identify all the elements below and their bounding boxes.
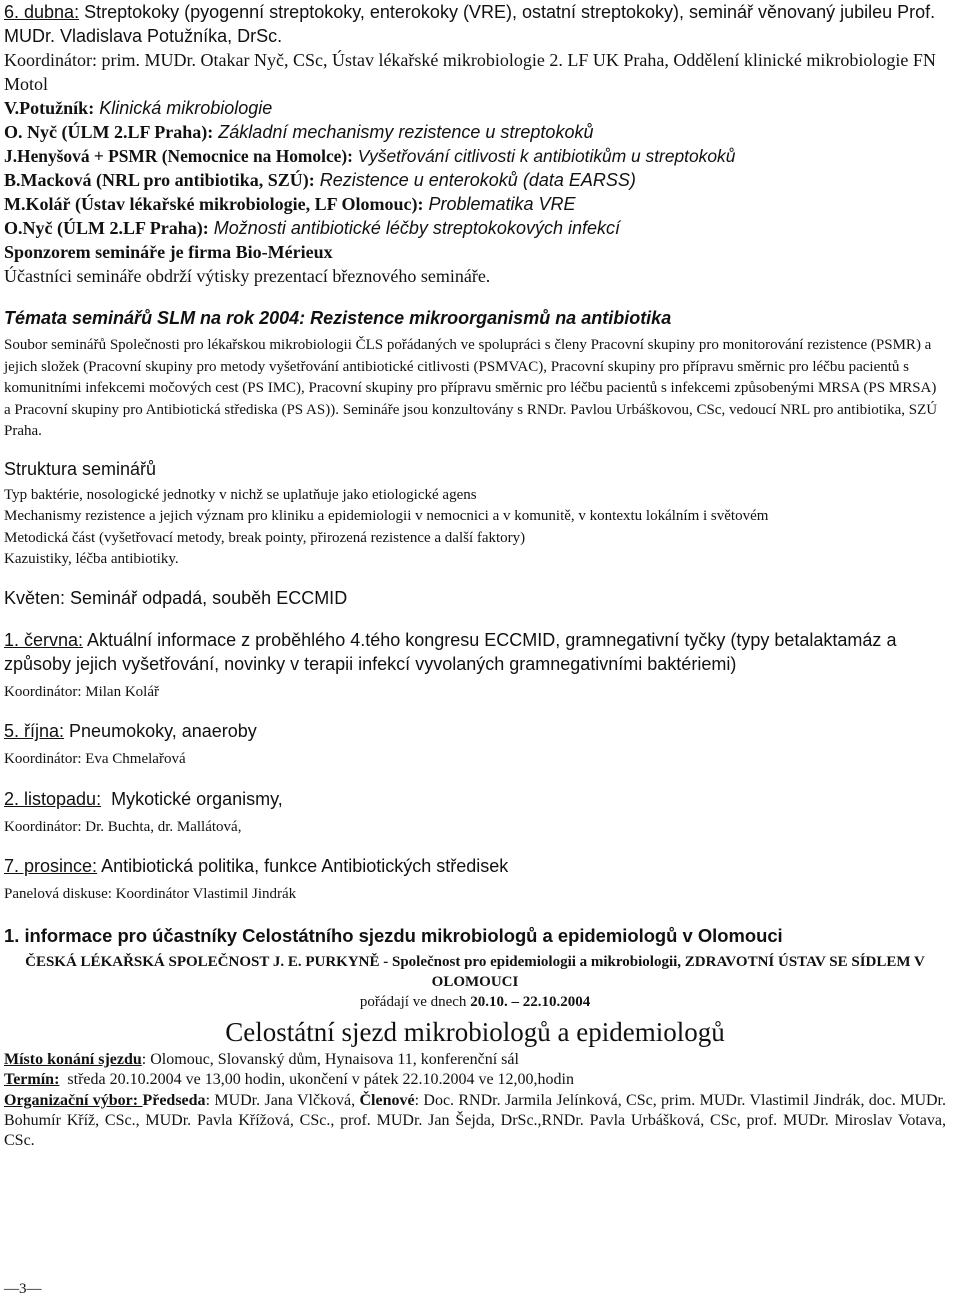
december-coordinator: Panelová diskuse: Koordinátor Vlastimil Jindrák — [4, 886, 297, 903]
congress-venue: Místo konání sjezdu: Olomouc, Slovanský dům, Hynaisova 11, konferenční sál — [4, 1050, 519, 1068]
congress-section — [4, 924, 946, 1151]
structure-line: Metodická část (vyšetřovací metody, break pointy, přirozená rezistence a další faktory) — [4, 529, 526, 546]
april-date: 6. dubna: — [4, 2, 80, 22]
congress-organizers: ČESKÁ LÉKAŘSKÁ SPOLEČNOST J. E. PURKYNĚ - Společnost pro epidemiologii a mikrobiologii, ZDRAVOTNÍ ÚSTAV SE SÍDLEM V OLOMOUCI — [25, 953, 925, 990]
talk-item: O. Nyč (ÚLM 2.LF Praha): Základní mechanismy rezistence u streptokoků — [4, 122, 594, 142]
november-title: 2. listopadu: Mykotické organismy, — [4, 788, 283, 809]
talk-item: O.Nyč (ÚLM 2.LF Praha): Možnosti antibiotické léčby streptokokových infekcí — [4, 218, 620, 238]
structure-line: Mechanismy rezistence a jejich význam pro kliniku a epidemiologii v nemocnici a v komunitě, v kontextu lokálním i světovém — [4, 508, 769, 525]
april-coordinator: Koordinátor: prim. MUDr. Otakar Nyč, CSc, Ústav lékařské mikrobiologie 2. LF UK Praha, Oddělení klinické mikrobiologie FN Motol — [4, 50, 936, 94]
june-coordinator: Koordinátor: Milan Kolář — [4, 683, 159, 700]
structure-line: Typ baktérie, nosologické jednotky v nichž se uplatňuje jako etiologické agens — [4, 486, 477, 503]
december-seminar — [4, 854, 946, 906]
october-seminar — [4, 719, 946, 771]
page-number: —3— — [4, 1281, 42, 1297]
structure-section — [4, 457, 946, 571]
talk-item: V.Potužník: Klinická mikrobiologie — [4, 98, 273, 118]
talk-item: M.Kolář (Ústav lékařské mikrobiologie, LF Olomouc): Problematika VRE — [4, 194, 576, 214]
june-seminar — [4, 628, 946, 704]
october-title: 5. října: Pneumokoky, anaeroby — [4, 721, 257, 742]
november-date: 2. listopadu: — [4, 788, 102, 809]
structure-line: Kazuistiky, léčba antibiotiky. — [4, 551, 179, 568]
congress-committee: Organizační výbor: Předseda: MUDr. Jana Vlčková, Členové: Doc. RNDr. Jarmila Jelínková, CSc, prim. MUDr. Vlastimil Jindrák, doc. MUDr. Bohumír Kříž, CSc., MUDr. Pavla Křížová, CSc., prof. MUDr. Jan Šejda, DrSc.,RNDr. Pavla Urbášková, CSc, prof. MUDr. Miroslav Votava, CSc. — [4, 1091, 947, 1150]
congress-dates: pořádají ve dnech 20.10. – 22.10.2004 — [359, 993, 591, 1010]
talk-item: B.Macková (NRL pro antibiotika, SZÚ): Rezistence u enterokoků (data EARSS) — [4, 170, 636, 190]
april-seminar-title — [4, 0, 946, 48]
talk-item: J.Henyšová + PSMR (Nemocnice na Homolce): Vyšetřování citlivosti k antibiotikům u streptokoků — [4, 146, 736, 166]
june-date: 1. června: — [4, 629, 84, 650]
november-coordinator: Koordinátor: Dr. Buchta, dr. Mallátová, — [4, 818, 242, 835]
june-title: 1. června: Aktuální informace z proběhlého 4.tého kongresu ECCMID, gramnegativní tyčky (typy betalaktamáz a způsoby jejich vyšetřování, novinky v terapii infekcí vyvolaných gramnegativními baktériemi) — [4, 629, 897, 674]
structure-heading: Struktura seminářů — [4, 458, 157, 479]
april-title-text: Streptokoky (pyogenní streptokoky, enterokoky (VRE), ostatní streptokoky), seminář věnovaný jubileu Prof. MUDr. Vladislava Potužníka, DrSc. — [4, 2, 936, 46]
may-notice: Květen: Seminář odpadá, souběh ECCMID — [4, 587, 348, 608]
october-date: 5. října: — [4, 721, 65, 742]
themes-paragraph: Soubor seminářů Společnosti pro lékařskou mikrobiologii ČLS pořádaných ve spolupráci s členy Pracovní skupiny pro monitorování rezistence (PSMR) a jejich složek (Pracovní skupiny pro metody vyšetřování antibiotické citlivosti (PSMVAC), Pracovní skupiny pro přípravu směrnic pro léčbu pacientů s komunitními infekcemi močových cest (PS IMC), Pracovní skupiny pro přípravu směrnic pro léčbu pacientů s infekcemi způsobenými MRSA (PS MRSA) a Pracovní skupiny pro Antibiotická střediska (PS AS)). Semináře jsou konzultovány s RNDr. Pavlou Urbáškovou, CSc, vedoucí NRL pro antibiotika, SZÚ Praha. — [4, 337, 938, 440]
october-coordinator: Koordinátor: Eva Chmelařová — [4, 751, 186, 768]
april-seminar — [4, 0, 946, 288]
december-title: 7. prosince: Antibiotická politika, funkce Antibiotických středisek — [4, 856, 509, 877]
december-date: 7. prosince: — [4, 856, 98, 877]
participants-note: Účastníci semináře obdrží výtisky prezentací březnového semináře. — [4, 266, 491, 286]
themes-section — [4, 306, 946, 443]
sponsor-line: Sponzorem semináře je firma Bio-Mérieux — [4, 242, 333, 262]
congress-heading: 1. informace pro účastníky Celostátního sjezdu mikrobiologů a epidemiologů v Olomouci — [4, 924, 783, 946]
congress-term: Termín: středa 20.10.2004 ve 13,00 hodin, ukončení v pátek 22.10.2004 ve 12,00,hodin — [4, 1071, 574, 1089]
congress-title: Celostátní sjezd mikrobiologů a epidemiologů — [225, 1016, 725, 1047]
themes-heading: Témata seminářů SLM na rok 2004: Rezistence mikroorganismů na antibiotika — [4, 308, 672, 328]
november-seminar — [4, 787, 946, 839]
